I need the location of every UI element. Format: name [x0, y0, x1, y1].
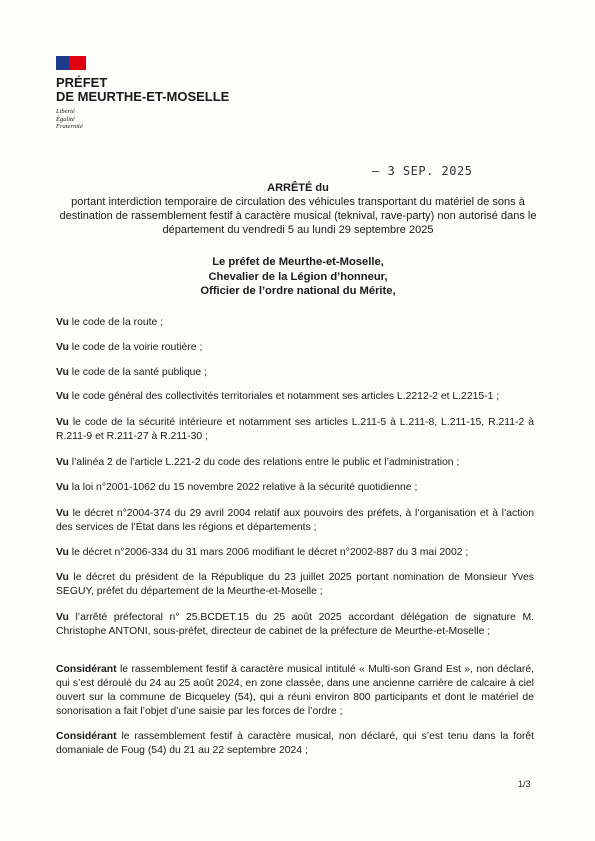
page-number: 1/3: [518, 779, 531, 789]
paragraph-1: [56, 316, 534, 330]
paragraph-8: [56, 507, 534, 535]
prefet-title-2: Chevalier de la Légion d’honneur,: [208, 270, 388, 283]
paragraph-lead: Vu: [56, 342, 69, 353]
paragraph-lead: Vu: [56, 391, 69, 402]
motto-egalite: Égalité: [56, 115, 75, 123]
prefet-title-1: Le préfet de Meurthe-et-Moselle,: [212, 256, 384, 268]
paragraph-7: [56, 481, 534, 495]
paragraph-text: l’arrêté préfectoral n° 25.BCDET.15 du 25 août 2025 accordant délégation de signature M. Christophe ANTONI, sous-préfet, directeur de cabinet de la préfecture de Meurthe-et-Moselle ;: [56, 612, 534, 637]
paragraph-text: le rassemblement festif à caractère musical, non déclaré, qui s’est tenu dans la forêt domaniale de Foug (54) du 21 au 22 septembre 2024 ;: [56, 731, 534, 756]
paragraph-text: la loi n°2001-1062 du 15 novembre 2022 relative à la sécurité quotidienne ;: [68, 482, 418, 493]
paragraph-lead: Considérant: [56, 664, 117, 675]
paragraph-lead: Vu: [56, 482, 69, 493]
paragraph-text: le code de la santé publique ;: [68, 367, 207, 378]
republic-flag-icon: [56, 56, 86, 70]
paragraph-lead: Vu: [56, 317, 69, 328]
paragraph-text: le code général des collectivités territoriales et notamment ses articles L.2212-2 et L.2215-1 ;: [68, 391, 500, 402]
paragraph-6: [56, 456, 534, 470]
logo-line-department: DE MEURTHE-ET-MOSELLE: [56, 89, 230, 104]
paragraph-text: le décret du président de la République du 23 juillet 2025 portant nomination de Monsieur Yves SEGUY, préfet du département de la Meurthe-et-Moselle ;: [56, 572, 534, 597]
paragraph-3: [56, 366, 534, 380]
prefet-titles: [48, 255, 548, 299]
paragraph-lead: Vu: [56, 572, 69, 583]
decree-subject: portant interdiction temporaire de circulation des véhicules transportant du matériel de sons à destination de rassemblement festif à caractère musical (teknival, rave-party) non autorisé dans le département du vendredi 5 au lundi 29 septembre 2025: [59, 196, 537, 236]
paragraph-text: le décret n°2004-374 du 29 avril 2004 relatif aux pouvoirs des préfets, à l’organisation et à l’action des services de l’État dans les régions et départements ;: [56, 508, 534, 533]
paragraph-4: [56, 390, 534, 404]
paragraph-lead: Vu: [56, 417, 69, 428]
prefet-title-3: Officier de l’ordre national du Mérite,: [200, 285, 396, 297]
paragraph-13: [56, 730, 534, 758]
paragraph-text: le rassemblement festif à caractère musical intitulé « Multi-son Grand Est », non déclaré, qui s’est déroulé du 24 au 25 août 2024, en zone classée, dans une ancienne carrière de calcaire à ciel ouvert sur la commune de Bicqueley (54), qui a réuni environ 800 participants et dont le matériel de sonorisation a fait l’objet d’une saisie par les forces de l’ordre ;: [56, 664, 534, 717]
logo-line-prefet: PRÉFET: [56, 75, 108, 90]
motto-fraternite: Fraternité: [56, 123, 83, 130]
paragraph-text: le code de la voirie routière ;: [68, 342, 203, 353]
paragraph-lead: Vu: [56, 457, 69, 468]
motto-liberte: Liberté: [56, 108, 75, 115]
paragraph-text: l’alinéa 2 de l’article L.221-2 du code des relations entre le public et l’administration ;: [68, 457, 460, 468]
decree-heading: ARRÊTÉ du: [267, 182, 329, 194]
paragraph-12: [56, 663, 534, 719]
paragraph-lead: Vu: [56, 367, 69, 378]
paragraph-text: le code de la route ;: [68, 317, 164, 328]
date-stamp: – 3 SEP. 2025: [372, 164, 473, 178]
paragraph-text: le code de la sécurité intérieure et notamment ses articles L.211-5 à L.211-8, L.211-15, R.211-2 à R.211-9 et R.211-27 à R.211-30 ;: [56, 417, 534, 442]
paragraph-lead: Vu: [56, 508, 69, 519]
paragraph-11: [56, 611, 534, 639]
paragraph-lead: Vu: [56, 547, 69, 558]
paragraph-lead: Considérant: [56, 731, 117, 742]
paragraph-lead: Vu: [56, 612, 69, 623]
paragraph-2: [56, 341, 534, 355]
decree-title: [48, 181, 548, 237]
paragraph-10: [56, 571, 534, 599]
paragraph-5: [56, 416, 534, 444]
paragraph-text: le décret n°2006-334 du 31 mars 2006 modifiant le décret n°2002-887 du 3 mai 2002 ;: [68, 547, 469, 558]
paragraph-9: [56, 546, 534, 560]
prefecture-logo: [56, 56, 229, 131]
republic-motto: [56, 108, 229, 131]
